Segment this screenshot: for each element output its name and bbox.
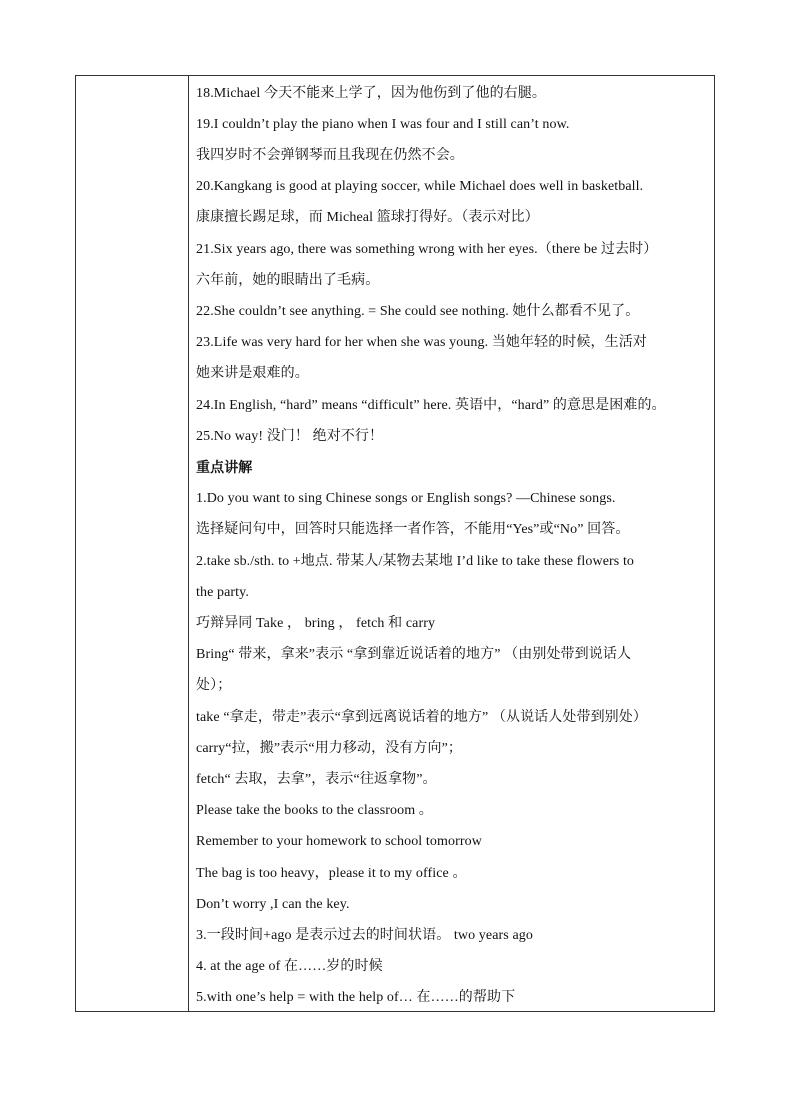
bring-definition-continued: 处）；: [196, 678, 232, 693]
sentence-21: 21.Six years ago, there was something wrong with her eyes.（there be 过去时）: [196, 242, 658, 257]
point-1-explanation: 选择疑问句中，回答时只能选择一者作答，不能用“Yes”或“No” 回答。: [196, 522, 630, 537]
bring-definition: Bring“ 带来，拿来”表示 “拿到靠近说话着的地方” （由别处带到说话人: [196, 647, 632, 662]
sentence-22: 22.She couldn’t see anything. = She could see nothing. 她什么都看不见了。: [196, 304, 640, 319]
sentence-20: 20.Kangkang is good at playing soccer, while Michael does well in basketball.: [196, 179, 644, 194]
exercise-1: Please take the books to the classroom 。: [196, 803, 433, 818]
sentence-23-continued: 她来讲是艰难的。: [196, 366, 309, 381]
take-definition: take “拿走，带走”表示“拿到远离说话着的地方” （从说话人处带到别处）: [196, 710, 647, 725]
point-2-continued: the party.: [196, 585, 249, 600]
sentence-24: 24.In English, “hard” means “difficult” here. 英语中，“hard” 的意思是困难的。: [196, 398, 666, 413]
point-2: 2.take sb./sth. to +地点. 带某人/某物去某地 I’d like to take these flowers to: [196, 554, 635, 569]
sentence-19-translation: 我四岁时不会弹钢琴而且我现在仍然不会。: [196, 148, 464, 163]
sentence-19: 19.I couldn’t play the piano when I was four and I still can’t now.: [196, 117, 570, 132]
exercise-2: Remember to your homework to school tomorrow: [196, 834, 482, 849]
carry-definition: carry“拉，搬”表示“用力移动，没有方向”；: [196, 741, 463, 756]
notes-table: [75, 75, 715, 1012]
exercise-4: Don’t worry ,I can the key.: [196, 897, 350, 912]
sentence-25: 25.No way! 没门！ 绝对不行！: [196, 429, 384, 444]
section-heading: 重点讲解: [196, 460, 253, 476]
sentence-21-translation: 六年前，她的眼睛出了毛病。: [196, 273, 380, 288]
table-content-cell: [189, 76, 714, 1011]
point-3: 3.一段时间+ago 是表示过去的时间状语。 two years ago: [196, 928, 533, 943]
sentence-18: 18.Michael 今天不能来上学了，因为他伤到了他的右腿。: [196, 86, 546, 101]
table-left-cell: [76, 76, 189, 1011]
point-5: 5.with one’s help = with the help of… 在……的帮助下: [196, 990, 516, 1005]
sentence-23: 23.Life was very hard for her when she was young. 当她年轻的时候，生活对: [196, 335, 647, 350]
point-4: 4. at the age of 在……岁的时候: [196, 959, 383, 974]
point-1: 1.Do you want to sing Chinese songs or English songs? —Chinese songs.: [196, 491, 616, 506]
comparison-heading: 巧辩异同 Take ， bring ， fetch 和 carry: [196, 616, 436, 631]
sentence-20-translation: 康康擅长踢足球，而 Micheal 篮球打得好。（表示对比）: [196, 210, 539, 225]
exercise-3: The bag is too heavy，please it to my office 。: [196, 866, 467, 881]
fetch-definition: fetch“ 去取，去拿”，表示“往返拿物”。: [196, 772, 437, 787]
